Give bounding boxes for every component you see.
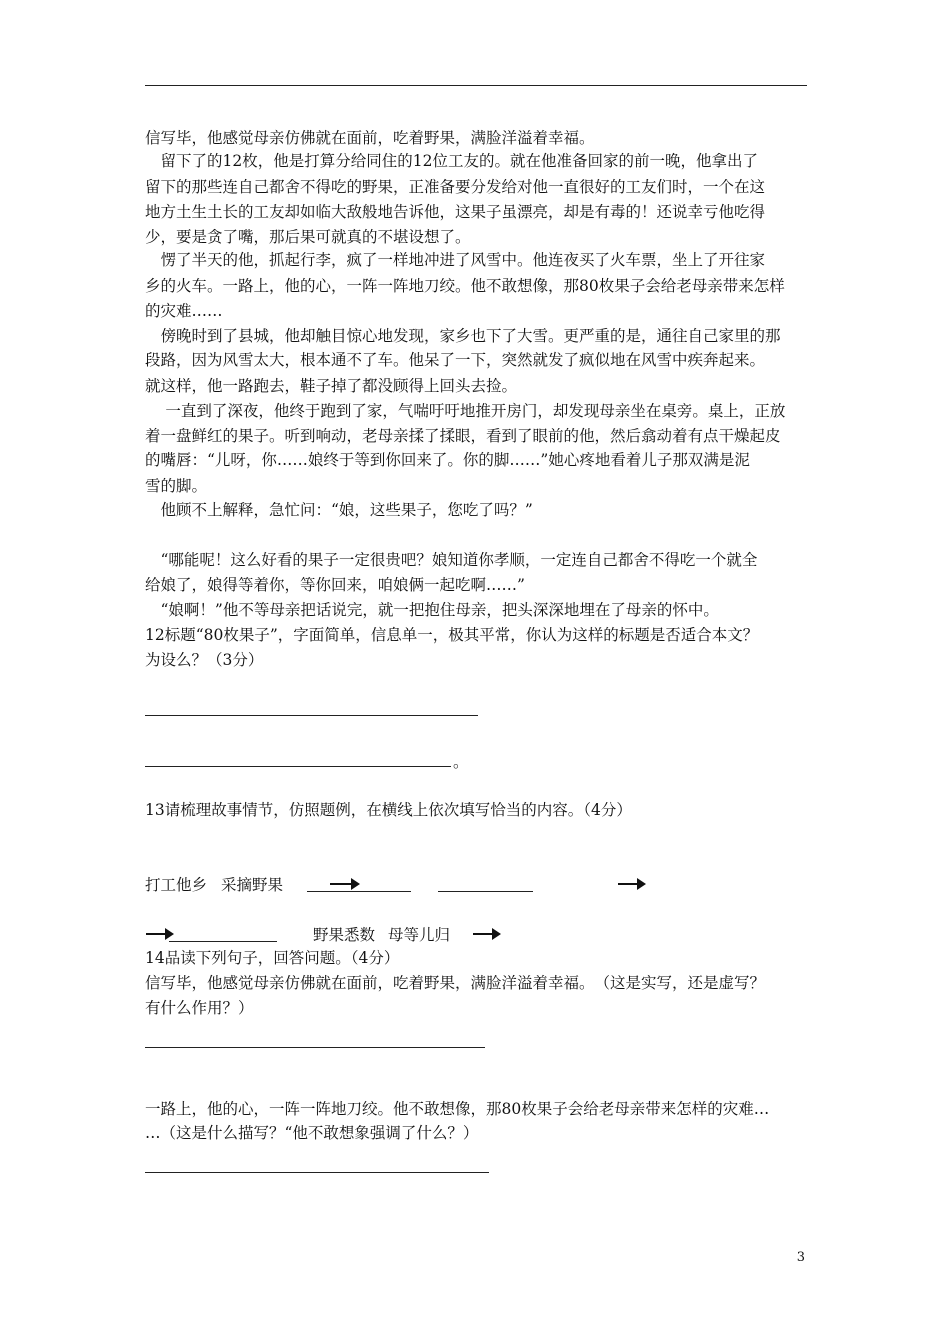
- question-12-prompt-cont: 为设么？（3分）: [145, 651, 264, 669]
- answer-blank-13c[interactable]: [169, 941, 277, 942]
- story-line: 一直到了深夜，他终于跑到了家，气喘吁吁地推开房门，却发现母亲坐在桌旁。桌上，正放: [145, 402, 786, 420]
- story-line: 的灾难……: [145, 302, 223, 320]
- arrow-icon: [618, 883, 644, 885]
- story-line: 留下的那些连自己都舍不得吃的野果，正准备要分发给对他一直很好的工友们时，一个在这: [145, 178, 766, 196]
- story-line: “哪能呢！这么好看的果子一定很贵吧？娘知道你孝顺，一定连自己都舍不得吃一个就全: [145, 551, 758, 569]
- answer-blank-13a[interactable]: [307, 891, 411, 892]
- story-line: 留下了的12枚，他是打算分给同住的12位工友的。就在他准备回家的前一晚，他拿出了: [145, 152, 758, 170]
- question-13-prompt: 13请梳理故事情节，仿照题例，在横线上依次填写恰当的内容。（4分）: [145, 801, 632, 819]
- story-line: 他顾不上解释，急忙问：“娘，这些果子，您吃了吗？”: [145, 501, 533, 519]
- answer-blank-12a[interactable]: [145, 715, 478, 716]
- question-14-sentence-2-cont: …（这是什么描写？“他不敢想象强调了什么？）: [145, 1124, 479, 1142]
- plot-step-3: 野果悉数: [313, 926, 376, 944]
- plot-step-2: 采摘野果: [221, 876, 284, 894]
- question-12-prompt: 12标题“80枚果子”，字面简单，信息单一，极其平常，你认为这样的标题是否适合本文？: [145, 626, 759, 644]
- arrow-icon: [146, 933, 172, 935]
- story-line: 给娘了，娘得等着你，等你回来，咱娘俩一起吃啊……”: [145, 576, 525, 594]
- plot-step-1: 打工他乡: [145, 876, 208, 894]
- story-line: 乡的火车。一路上，他的心，一阵一阵地刀绞。他不敢想像，那80枚果子会给老母亲带来怎样: [145, 277, 785, 295]
- answer-blank-12b[interactable]: [145, 766, 451, 767]
- story-line: 雪的脚。: [145, 477, 208, 495]
- question-14-sentence-1: 信写毕，他感觉母亲仿佛就在面前，吃着野果，满脸洋溢着幸福。 （这是实写，还是虚写？: [145, 974, 766, 992]
- story-line: 信写毕，他感觉母亲仿佛就在面前，吃着野果，满脸洋溢着幸福。: [145, 129, 595, 147]
- story-line: “娘啊！”他不等母亲把话说完，就一把抱住母亲，把头深深地埋在了母亲的怀中。: [145, 601, 719, 619]
- question-14-prompt: 14品读下列句子，回答问题。（4分）: [145, 949, 400, 967]
- story-line: 地方土生土长的工友却如临大敌般地告诉他，这果子虽漂亮，却是有毒的！还说幸亏他吃得: [145, 203, 766, 221]
- story-line: 愣了半天的他，抓起行李，疯了一样地冲进了风雪中。他连夜买了火车票，坐上了开往家: [145, 251, 766, 269]
- story-line: 着一盘鲜红的果子。听到响动，老母亲揉了揉眼，看到了眼前的他，然后翕动着有点干燥起皮: [145, 427, 781, 445]
- arrow-icon: [330, 883, 358, 885]
- page-number: 3: [796, 1250, 805, 1265]
- answer-end-mark: 。: [453, 753, 469, 771]
- story-line: 就这样，他一路跑去，鞋子掉了都没顾得上回头去捡。: [145, 377, 518, 395]
- question-14-sentence-2: 一路上，他的心，一阵一阵地刀绞。他不敢想像，那80枚果子会给老母亲带来怎样的灾难…: [145, 1100, 770, 1118]
- answer-blank-13b[interactable]: [438, 891, 533, 892]
- story-line: 段路，因为风雪太大，根本通不了车。他呆了一下，突然就发了疯似地在风雪中疾奔起来。: [145, 351, 766, 369]
- arrow-icon: [473, 933, 499, 935]
- story-line: 的嘴唇：“儿呀，你……娘终于等到你回来了。你的脚……”她心疼地看着儿子那双满是泥: [145, 451, 750, 469]
- answer-blank-14b[interactable]: [145, 1172, 489, 1173]
- question-14-sentence-1-cont: 有什么作用？）: [145, 999, 254, 1017]
- answer-blank-14a[interactable]: [145, 1047, 485, 1048]
- story-line: 傍晚时到了县城，他却触目惊心地发现，家乡也下了大雪。更严重的是，通往自己家里的那: [145, 327, 781, 345]
- story-line: 少，要是贪了嘴，那后果可就真的不堪设想了。: [145, 228, 471, 246]
- header-rule: [145, 85, 807, 86]
- plot-step-4: 母等儿归: [388, 926, 451, 944]
